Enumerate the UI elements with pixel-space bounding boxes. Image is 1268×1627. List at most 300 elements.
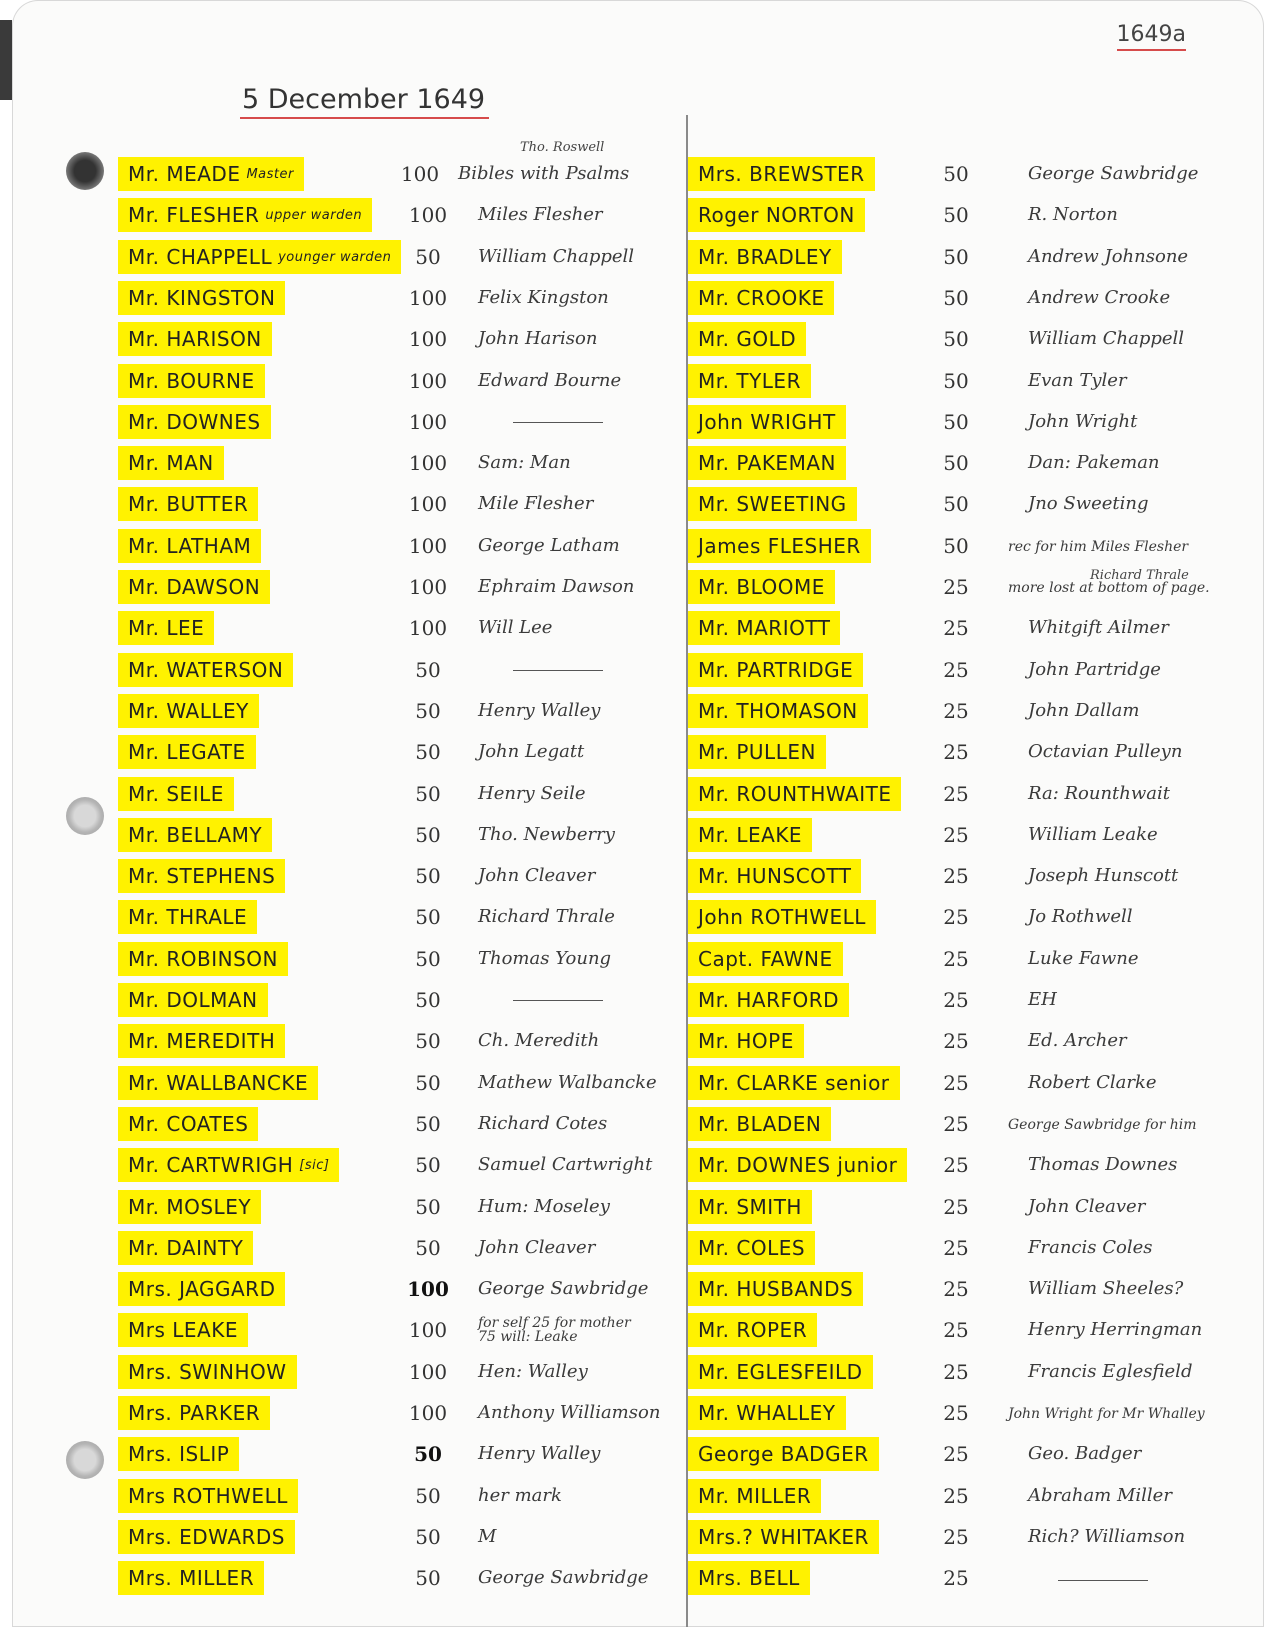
entry-name-text: Mr. PULLEN: [698, 740, 816, 764]
entry-name: [118, 818, 272, 852]
list-item: [118, 1145, 674, 1185]
entry-name: [688, 1355, 873, 1389]
entry-signature: William Chappell: [1028, 328, 1185, 349]
entry-name-text: Mr. HUNSCOTT: [698, 864, 852, 888]
entry-name: [118, 1148, 339, 1182]
entry-quantity: 50: [943, 162, 969, 186]
entry-name-text: Mr. HUSBANDS: [698, 1277, 854, 1301]
entry-quantity: 50: [943, 245, 969, 269]
entry-signature: William Sheeles?: [1028, 1278, 1184, 1299]
page-edge-shadow: [0, 20, 12, 100]
entry-name-text: George BADGER: [698, 1442, 869, 1466]
entry-quantity: 100: [408, 534, 448, 558]
list-item: [688, 319, 1248, 359]
list-item: [118, 567, 674, 607]
list-item: [688, 1517, 1248, 1557]
entry-quantity: 100: [408, 327, 448, 351]
entry-signature: John Cleaver: [1028, 1196, 1146, 1217]
list-item: [688, 443, 1248, 483]
entry-name-text: Mr. THRALE: [128, 905, 248, 929]
entry-name-text: Mr. STEPHENS: [128, 864, 276, 888]
entry-quantity: 50: [415, 1236, 441, 1260]
list-item: [688, 1063, 1248, 1103]
entry-note: Master: [246, 166, 294, 182]
entry-name: [688, 1272, 863, 1306]
entry-name: [688, 942, 843, 976]
entry-quantity: 25: [943, 823, 969, 847]
entry-quantity: 50: [943, 369, 969, 393]
entry-quantity: 50: [415, 947, 441, 971]
entry-signature: rec for him Miles Flesher: [1008, 539, 1189, 555]
entry-name-text: Mrs LEAKE: [128, 1318, 238, 1342]
entry-name: [688, 570, 835, 604]
entry-signature: Richard Thrale: [478, 906, 615, 927]
entry-name: [688, 1107, 831, 1141]
entry-name: [118, 694, 259, 728]
entry-name-text: John ROTHWELL: [698, 905, 866, 929]
entry-signature: George Sawbridge for him: [1008, 1117, 1197, 1133]
entry-name-text: Mr. MARIOTT: [698, 616, 831, 640]
entry-name-text: Mrs. BELL: [698, 1566, 800, 1590]
entry-name: [688, 983, 849, 1017]
entry-quantity: 50: [943, 286, 969, 310]
page-date: 5 December 1649: [240, 84, 489, 119]
entry-quantity: 100: [408, 286, 448, 310]
list-item: [688, 815, 1248, 855]
entry-blank-line: [1058, 1580, 1148, 1581]
entry-quantity: 50: [943, 410, 969, 434]
entry-name-text: Mr. EGLESFEILD: [698, 1360, 863, 1384]
entry-signature: John Harison: [478, 328, 598, 349]
entry-name: [118, 942, 288, 976]
entry-quantity: 25: [943, 616, 969, 640]
entry-quantity: 50: [415, 905, 441, 929]
list-item: [118, 1393, 674, 1433]
entry-signature: Jo Rothwell: [1028, 906, 1133, 927]
entry-name-text: Mr. BELLAMY: [128, 823, 263, 847]
list-item: [118, 278, 674, 318]
entry-name-text: Mr. MILLER: [698, 1484, 812, 1508]
list-item: [688, 567, 1248, 607]
entry-signature: Henry Herringman: [1028, 1319, 1203, 1340]
entry-signature: Evan Tyler: [1028, 370, 1127, 391]
entry-quantity: 50: [415, 1071, 441, 1095]
entry-quantity: 50: [415, 658, 441, 682]
entry-quantity: 50: [943, 451, 969, 475]
entry-signature: William Chappell: [478, 246, 635, 267]
entry-name: [118, 900, 257, 934]
list-item: [688, 980, 1248, 1020]
entry-signature: EH: [1028, 989, 1057, 1010]
entry-name-text: Mrs. SWINHOW: [128, 1360, 287, 1384]
entry-quantity: 50: [415, 1112, 441, 1136]
entry-name-text: Mrs.? WHITAKER: [698, 1525, 869, 1549]
entry-quantity: 100: [408, 1360, 448, 1384]
list-item: [118, 1476, 674, 1516]
list-item: [688, 691, 1248, 731]
entry-name: [688, 1437, 879, 1471]
entry-name-text: Mr. DAINTY: [128, 1236, 244, 1260]
entry-name: [118, 1520, 295, 1554]
entry-name: [118, 1313, 248, 1347]
entry-quantity: 50: [943, 534, 969, 558]
list-item: [118, 1104, 674, 1144]
entry-name: [688, 1024, 804, 1058]
entry-signature: John Legatt: [478, 741, 585, 762]
list-item: [118, 774, 674, 814]
entry-name: [688, 1066, 900, 1100]
entry-signature: Ephraim Dawson: [478, 576, 635, 597]
entry-quantity: 25: [943, 1277, 969, 1301]
entry-signature: Joseph Hunscott: [1028, 865, 1179, 886]
entry-signature: Whitgift Ailmer: [1028, 617, 1169, 638]
entry-signature: Octavian Pulleyn: [1028, 741, 1183, 762]
entry-signature: M: [478, 1526, 497, 1547]
entry-quantity: 50: [415, 1525, 441, 1549]
entry-name-text: James FLESHER: [698, 534, 861, 558]
entry-quantity: 25: [943, 947, 969, 971]
entry-name-text: Mr. TYLER: [698, 369, 801, 393]
entry-name-text: Roger NORTON: [698, 203, 855, 227]
entry-name: [688, 818, 812, 852]
list-item: [118, 1063, 674, 1103]
entry-signature: R. Norton: [1028, 204, 1118, 225]
entry-quantity: 25: [943, 1195, 969, 1219]
entry-name-text: Mr. DAWSON: [128, 575, 261, 599]
entry-signature: George Latham: [478, 535, 620, 556]
entry-quantity: 25: [943, 1071, 969, 1095]
list-item: [118, 484, 674, 524]
entry-signature: Sam: Man: [478, 452, 571, 473]
entry-name-text: Mr. DOWNES junior: [698, 1153, 898, 1177]
entry-quantity: 25: [943, 1029, 969, 1053]
entry-name-text: Mr. SWEETING: [698, 492, 847, 516]
entry-signature: Ch. Meredith: [478, 1030, 600, 1051]
entry-blank-line: [513, 422, 603, 423]
list-item: [688, 897, 1248, 937]
entry-signature: Henry Walley: [478, 700, 601, 721]
entry-name-text: Mr. PARTRIDGE: [698, 658, 854, 682]
entry-quantity: 50: [415, 245, 441, 269]
entry-name-text: Mr. CARTWRIGH: [128, 1153, 294, 1177]
list-item: [118, 402, 674, 442]
entry-quantity: 100: [408, 575, 448, 599]
list-item: [688, 195, 1248, 235]
entry-signature: Andrew Johnsone: [1028, 246, 1189, 267]
entry-signature: Henry Walley: [478, 1443, 601, 1464]
entry-signature: Hum: Moseley: [478, 1196, 610, 1217]
entry-quantity: 100: [407, 1277, 449, 1301]
annotation-above-first: Tho. Roswell: [520, 140, 605, 155]
entry-name: [118, 1190, 261, 1224]
entry-name-text: Capt. FAWNE: [698, 947, 833, 971]
entry-name: [688, 446, 846, 480]
entry-name-text: Mr. LATHAM: [128, 534, 252, 558]
entry-quantity: 50: [415, 864, 441, 888]
entry-name-text: Mr. DOLMAN: [128, 988, 258, 1012]
list-item: [688, 1187, 1248, 1227]
entry-signature: John Partridge: [1028, 659, 1161, 680]
list-item: [118, 1228, 674, 1268]
list-item: [688, 484, 1248, 524]
entry-name-text: Mr. PAKEMAN: [698, 451, 836, 475]
entry-quantity: 50: [415, 1153, 441, 1177]
entry-signature: Ra: Rounthwait: [1028, 783, 1171, 804]
list-item: [118, 1558, 674, 1598]
entry-name-text: Mr. BOURNE: [128, 369, 255, 393]
entry-name-text: Mr. FLESHER: [128, 203, 260, 227]
entry-quantity: 100: [400, 162, 440, 186]
entry-signature: Robert Clarke: [1028, 1072, 1157, 1093]
entry-quantity: 25: [943, 782, 969, 806]
list-item: [688, 732, 1248, 772]
entry-quantity: 25: [943, 988, 969, 1012]
entry-signature: Francis Coles: [1028, 1237, 1153, 1258]
list-item: [118, 815, 674, 855]
entry-name-text: Mr. COLES: [698, 1236, 806, 1260]
list-item: [118, 732, 674, 772]
entry-signature: George Sawbridge: [1028, 163, 1199, 184]
entry-signature: Mathew Walbancke: [478, 1072, 657, 1093]
entry-name-text: Mr. KINGSTON: [128, 286, 276, 310]
entry-name-text: Mrs. ISLIP: [128, 1442, 230, 1466]
entry-signature: Anthony Williamson: [478, 1402, 661, 1423]
list-item: [118, 1434, 674, 1474]
entry-name: [118, 1231, 253, 1265]
entry-name: [688, 405, 846, 439]
list-item: [118, 154, 674, 194]
entry-name: [688, 1148, 907, 1182]
entry-signature: Will Lee: [478, 617, 553, 638]
entry-quantity: 50: [415, 699, 441, 723]
entry-blank-line: [513, 670, 603, 671]
entry-signature: Abraham Miller: [1028, 1485, 1172, 1506]
entry-quantity: 25: [943, 1153, 969, 1177]
list-item: [688, 1104, 1248, 1144]
entry-name: [118, 198, 372, 232]
entry-name-text: Mr. COATES: [128, 1112, 249, 1136]
entry-name-text: Mr. BLOOME: [698, 575, 825, 599]
entry-quantity: 25: [943, 1484, 969, 1508]
entry-name: [118, 653, 293, 687]
entry-signature: Rich? Williamson: [1028, 1526, 1186, 1547]
list-item: [688, 1310, 1248, 1350]
entry-signature: Samuel Cartwright: [478, 1154, 653, 1175]
list-item: [688, 1228, 1248, 1268]
entry-signature: Jno Sweeting: [1028, 493, 1149, 514]
entry-quantity: 25: [943, 905, 969, 929]
entry-name: [118, 240, 401, 274]
entry-signature: her mark: [478, 1485, 562, 1506]
entry-name: [118, 777, 234, 811]
entry-name: [688, 157, 875, 191]
entry-name-text: Mr. BLADEN: [698, 1112, 822, 1136]
entry-quantity: 25: [943, 699, 969, 723]
list-item: [118, 980, 674, 1020]
entry-quantity: 100: [408, 203, 448, 227]
entry-quantity: 50: [415, 823, 441, 847]
binder-hole-icon: [66, 1441, 104, 1479]
entry-signature: Ed. Archer: [1028, 1030, 1127, 1051]
entry-name-text: Mr. WATERSON: [128, 658, 284, 682]
list-item: [118, 237, 674, 277]
entry-signature: Edward Bourne: [478, 370, 622, 391]
binder-hole-icon: [66, 797, 104, 835]
list-item: [688, 154, 1248, 194]
entry-name-text: Mr. ROBINSON: [128, 947, 278, 971]
entry-signature: for self 25 for mother 75 will: Leake: [478, 1315, 631, 1345]
entry-signature: Richard Cotes: [478, 1113, 608, 1134]
entry-quantity: 100: [408, 1318, 448, 1342]
entry-name: [118, 1396, 270, 1430]
entry-name: [688, 900, 876, 934]
entry-signature: Geo. Badger: [1028, 1443, 1142, 1464]
entry-name: [118, 1272, 285, 1306]
entry-quantity: 50: [943, 492, 969, 516]
entry-signature: Miles Flesher: [478, 204, 603, 225]
entry-name-text: Mr. HOPE: [698, 1029, 794, 1053]
entry-name-text: Mr. WALLEY: [128, 699, 249, 723]
entry-signature: John Cleaver: [478, 865, 596, 886]
entry-name: [688, 281, 834, 315]
list-item: [688, 402, 1248, 442]
list-item: [118, 897, 674, 937]
list-item: [688, 1476, 1248, 1516]
entry-quantity: 50: [415, 1195, 441, 1219]
entry-quantity: 25: [943, 1236, 969, 1260]
entry-name: [688, 1190, 812, 1224]
entry-signature: Francis Eglesfield: [1028, 1361, 1193, 1382]
entry-quantity: 50: [414, 1442, 442, 1466]
entry-quantity: 100: [408, 410, 448, 434]
entry-name: [118, 322, 272, 356]
entry-quantity: 50: [415, 740, 441, 764]
entry-signature: Bibles with Psalms: [458, 163, 630, 184]
entry-name: [688, 529, 871, 563]
entry-name-text: Mr. LEGATE: [128, 740, 246, 764]
entry-name: [688, 1396, 846, 1430]
entry-quantity: 50: [943, 327, 969, 351]
entry-blank-line: [513, 1000, 603, 1001]
entry-signature: Andrew Crooke: [1028, 287, 1171, 308]
entry-name: [688, 1520, 879, 1554]
entry-quantity: 50: [415, 988, 441, 1012]
entry-quantity: 100: [408, 1401, 448, 1425]
entry-name-text: Mr. MAN: [128, 451, 214, 475]
list-item: [118, 856, 674, 896]
entry-note: younger warden: [278, 249, 392, 265]
list-item: [118, 1352, 674, 1392]
entry-name: [688, 322, 806, 356]
entry-quantity: 25: [943, 658, 969, 682]
entry-name-text: Mr. ROUNTHWAITE: [698, 782, 892, 806]
entry-name: [118, 735, 256, 769]
list-item: [118, 650, 674, 690]
list-item: [118, 608, 674, 648]
list-item: [118, 319, 674, 359]
list-item: [688, 939, 1248, 979]
entry-quantity: 100: [408, 492, 448, 516]
entry-signature: Luke Fawne: [1028, 948, 1139, 969]
entry-name: [688, 859, 861, 893]
entry-quantity: 25: [943, 575, 969, 599]
annotation-above-bloome: Richard Thrale: [1090, 568, 1189, 583]
entry-quantity: 25: [943, 1442, 969, 1466]
entry-quantity: 50: [415, 1484, 441, 1508]
entry-name: [688, 735, 826, 769]
entry-name-text: Mr. THOMASON: [698, 699, 858, 723]
entry-name: [118, 364, 265, 398]
entry-name: [688, 487, 857, 521]
entry-quantity: 25: [943, 1566, 969, 1590]
entry-name-text: Mrs. MILLER: [128, 1566, 255, 1590]
entry-name-text: John WRIGHT: [698, 410, 836, 434]
entry-name: [118, 983, 268, 1017]
entry-name-text: Mr. HARISON: [128, 327, 262, 351]
entry-name-text: Mrs ROTHWELL: [128, 1484, 288, 1508]
entry-name-text: Mrs. EDWARDS: [128, 1525, 286, 1549]
entry-name-text: Mr. WALLBANCKE: [128, 1071, 309, 1095]
entry-name: [118, 405, 271, 439]
entry-quantity: 25: [943, 1525, 969, 1549]
binder-hole-icon: [66, 152, 104, 190]
entry-name: [118, 529, 261, 563]
entry-name-text: Mr. HARFORD: [698, 988, 840, 1012]
entry-name-text: Mrs. BREWSTER: [698, 162, 865, 186]
entry-quantity: 50: [415, 1566, 441, 1590]
entry-name: [118, 281, 285, 315]
entry-name: [118, 1437, 239, 1471]
entry-signature: more lost at bottom of page.: [1008, 580, 1210, 596]
entry-quantity: 25: [943, 1401, 969, 1425]
entry-name: [688, 240, 842, 274]
list-item: [118, 1269, 674, 1309]
entry-quantity: 25: [943, 1318, 969, 1342]
entry-name-text: Mr. BUTTER: [128, 492, 249, 516]
entry-name: [688, 1479, 821, 1513]
list-item: [688, 1434, 1248, 1474]
list-item: [688, 237, 1248, 277]
entry-name-text: Mr. LEE: [128, 616, 205, 640]
list-item: [118, 1517, 674, 1557]
entry-name: [688, 611, 840, 645]
entry-name: [118, 487, 258, 521]
entry-name: [118, 570, 270, 604]
page-reference: 1649a: [1117, 22, 1186, 51]
entry-signature: George Sawbridge: [478, 1567, 649, 1588]
entry-name: [688, 777, 901, 811]
entry-name: [118, 157, 304, 191]
list-item: [118, 1021, 674, 1061]
entry-signature: George Sawbridge: [478, 1278, 649, 1299]
entry-quantity: 25: [943, 1112, 969, 1136]
entry-name-text: Mr. ROPER: [698, 1318, 808, 1342]
list-item: [688, 361, 1248, 401]
list-item: [688, 1393, 1248, 1433]
entry-quantity: 100: [408, 451, 448, 475]
entry-name-text: Mr. BRADLEY: [698, 245, 832, 269]
entry-name: [118, 1107, 258, 1141]
entry-quantity: 50: [415, 782, 441, 806]
entry-name-text: Mr. MEREDITH: [128, 1029, 276, 1053]
list-item: [688, 774, 1248, 814]
entry-name: [118, 446, 224, 480]
entry-name: [118, 1024, 285, 1058]
list-item: [118, 361, 674, 401]
entry-name-text: Mrs. PARKER: [128, 1401, 261, 1425]
entry-signature: Thomas Downes: [1028, 1154, 1178, 1175]
entry-name: [688, 1561, 810, 1595]
